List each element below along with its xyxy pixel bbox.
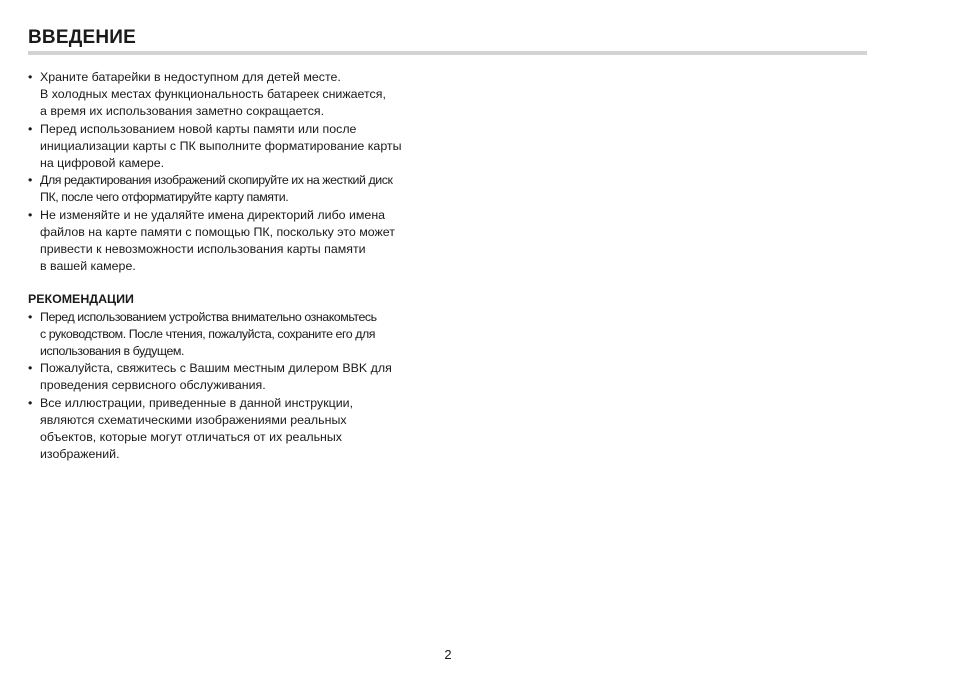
bullet-icon: •	[28, 395, 33, 410]
bullet-icon: •	[28, 70, 33, 84]
recommendation-item-2	[28, 360, 448, 394]
recommendation-item-3	[28, 395, 448, 464]
bullet-icon: •	[28, 173, 32, 188]
bullet-icon: •	[28, 361, 33, 376]
intro-list	[28, 69, 448, 275]
bullet-icon: •	[28, 121, 33, 136]
intro-item-3	[28, 172, 448, 206]
intro-item-text: Для редактирования изображений скопируйте их на жесткий диск ПК, после чего отформатируйте карту памяти.	[40, 173, 393, 205]
recommendations-title: РЕКОМЕНДАЦИИ	[28, 292, 134, 307]
page-title: ВВЕДЕНИЕ	[28, 27, 136, 48]
intro-item-text: Храните батарейки в недоступном для детей месте. В холодных местах функциональность батареек снижается, а время их использования заметно сокращается.	[40, 70, 386, 119]
intro-item-1	[28, 69, 448, 121]
title-divider	[28, 51, 867, 55]
recommendation-item-text: Перед использованием устройства внимательно ознакомьтесь с руководством. После чтения, пожалуйста, сохраните его для использования в будущем.	[40, 309, 377, 359]
intro-item-4	[28, 207, 448, 276]
bullet-icon: •	[28, 309, 32, 324]
recommendation-item-text: Все иллюстрации, приведенные в данной инструкции, являются схематическими изображениями реальных объектов, которые могут отличаться от их реальных изображений.	[40, 395, 354, 462]
page-number: 2	[444, 647, 452, 662]
intro-item-text: Не изменяйте и не удаляйте имена директорий либо имена файлов на карте памяти с помощью ПК, поскольку это может привести к невозможности использования карты памяти в вашей камере.	[40, 207, 395, 274]
bullet-icon: •	[28, 207, 33, 222]
recommendation-item-1	[28, 309, 448, 361]
intro-item-text: Перед использованием новой карты памяти или после инициализации карты с ПК выполните форматирование карты на цифровой камере.	[40, 121, 402, 171]
recommendations-list	[28, 309, 448, 464]
content-column	[28, 69, 448, 463]
recommendation-item-text: Пожалуйста, свяжитесь с Вашим местным дилером BBK для проведения сервисного обслуживания.	[40, 361, 392, 393]
intro-item-2	[28, 121, 448, 173]
